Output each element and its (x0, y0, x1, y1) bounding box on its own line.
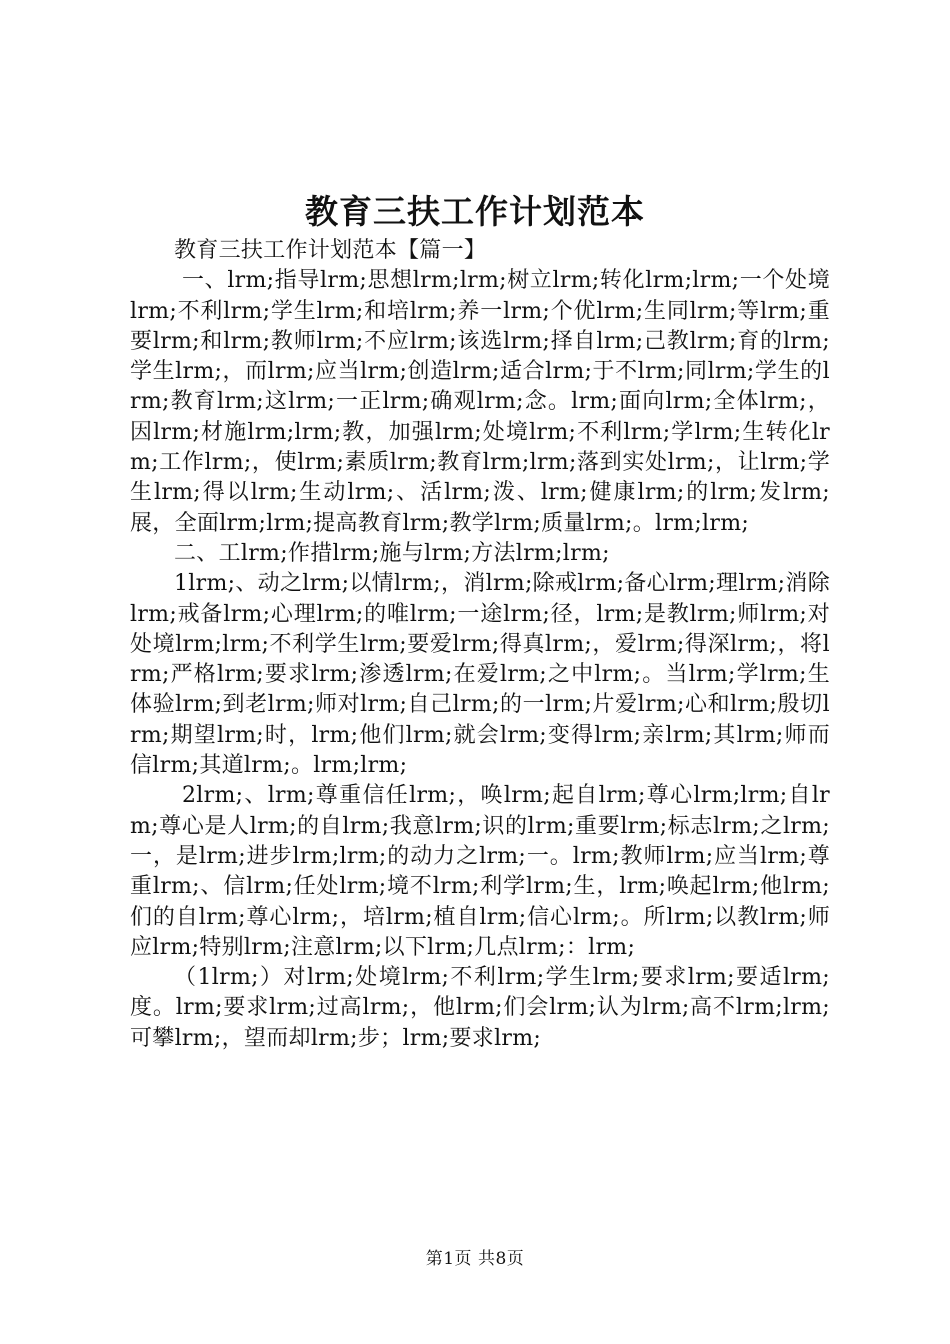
document-title: 教育三扶工作计划范本 (305, 192, 645, 231)
document-body (130, 236, 830, 1054)
paragraph-guiding-thought: 一、lrm;指导lrm;思想lrm;lrm;树立lrm;转化lrm;lrm;一个处境lrm;不利lrm;学生lrm;和培lrm;养一lrm;个优lrm;生同lrm;等lrm;重要lrm;和lrm;教师lrm;不应lrm;该选lrm;择自lrm;己教lrm;育的lrm;学生lrm;，而lrm;应当lrm;创造lrm;适合lrm;于不lrm;同lrm;学生的lrm;教育lrm;这lrm;一正lrm;确观lrm;念。lrm;面向lrm;全体lrm;，因lrm;材施lrm;lrm;教，加强lrm;处境lrm;不利lrm;学lrm;生转化lrm;工作lrm;，使lrm;素质lrm;教育lrm;lrm;落到实处lrm;，让lrm;学生lrm;得以lrm;生动lrm;、活lrm;泼、lrm;健康lrm;的lrm;发lrm;展，全面lrm;lrm;提高教育lrm;教学lrm;质量lrm;。lrm;lrm; (130, 268, 830, 536)
section-heading: 教育三扶工作计划范本【篇一】 (174, 238, 487, 263)
paragraph-measures-heading: 二、工lrm;作措lrm;施与lrm;方法lrm;lrm; (174, 540, 610, 566)
page-number-footer: 第1页 共8页 (425, 1249, 525, 1269)
paragraph-measure-2-1: （1lrm;）对lrm;处境lrm;不利lrm;学生lrm;要求lrm;要适lrm;度。lrm;要求lrm;过高lrm;，他lrm;们会lrm;认为lrm;高不lrm;lrm;可攀lrm;，望而却lrm;步；lrm;要求lrm; (130, 965, 830, 1051)
paragraph-measure-2: 2lrm;、lrm;尊重信任lrm;，唤lrm;起自lrm;尊心lrm;lrm;自lrm;尊心是人lrm;的自lrm;我意lrm;识的lrm;重要lrm;标志lrm;之lrm;一，是lrm;进步lrm;lrm;的动力之lrm;一。lrm;教师lrm;应当lrm;尊重lrm;、信lrm;任处lrm;境不lrm;利学lrm;生，lrm;唤起lrm;他lrm;们的自lrm;尊心lrm;，培lrm;植自lrm;信心lrm;。所lrm;以教lrm;师应lrm;特别lrm;注意lrm;以下lrm;几点lrm;：lrm; (130, 783, 830, 960)
paragraph-measure-1: 1lrm;、动之lrm;以情lrm;，消lrm;除戒lrm;备心lrm;理lrm;消除lrm;戒备lrm;心理lrm;的唯lrm;一途lrm;径，lrm;是教lrm;师lrm;对处境lrm;lrm;不利学生lrm;要爱lrm;得真lrm;，爱lrm;得深lrm;，将lrm;严格lrm;要求lrm;渗透lrm;在爱lrm;之中lrm;。当lrm;学lrm;生体验lrm;到老lrm;师对lrm;自己lrm;的一lrm;片爱lrm;心和lrm;殷切lrm;期望lrm;时，lrm;他们lrm;就会lrm;变得lrm;亲lrm;其lrm;师而信lrm;其道lrm;。lrm;lrm; (130, 571, 830, 779)
